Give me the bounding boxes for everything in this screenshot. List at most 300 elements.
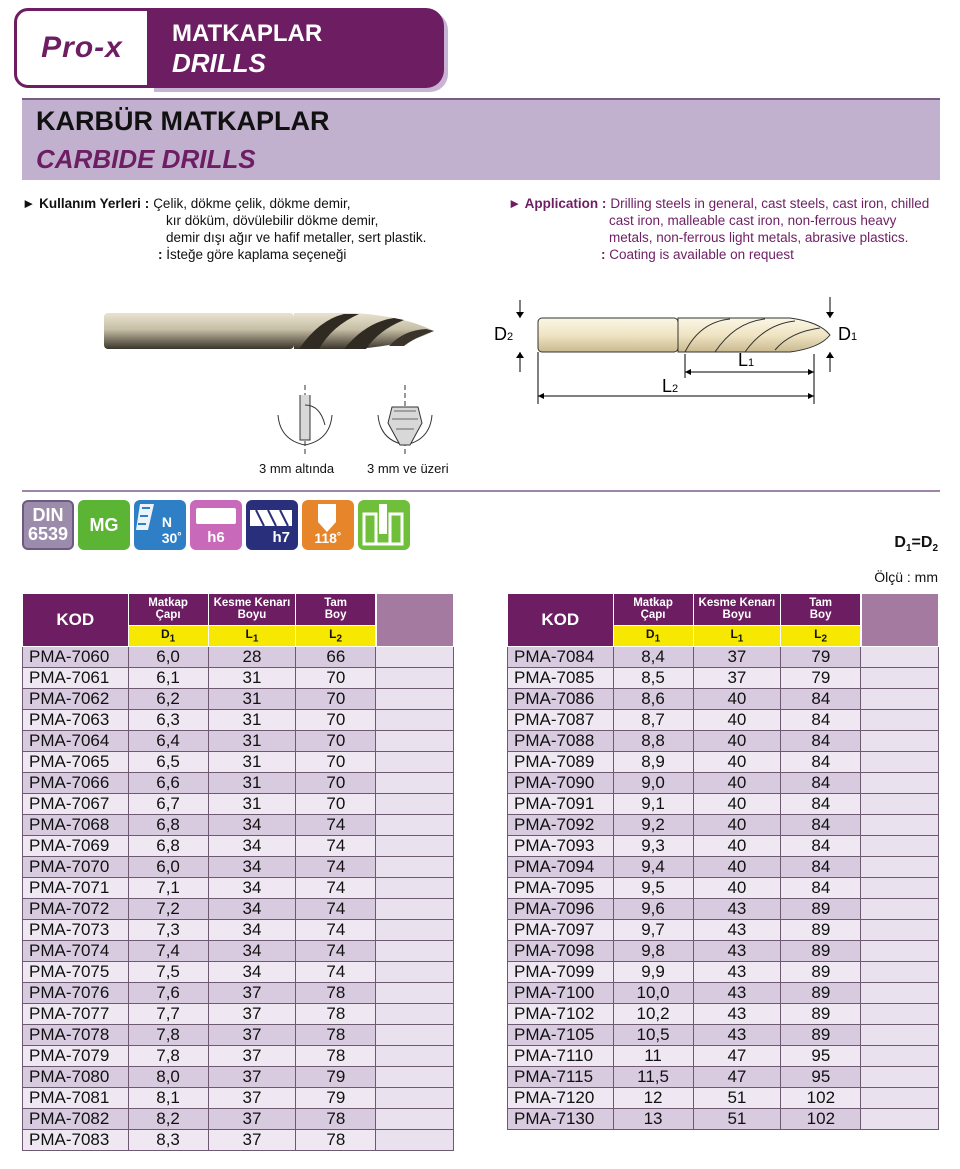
cell-l2: 74 [296, 899, 376, 920]
cell-extra [861, 1025, 939, 1046]
table-row [23, 773, 454, 794]
cell-l1: 43 [693, 920, 781, 941]
cell-l1: 40 [693, 689, 781, 710]
table-row [508, 878, 939, 899]
cell-l1: 34 [208, 836, 296, 857]
table-row [23, 710, 454, 731]
cell-l1: 43 [693, 1025, 781, 1046]
technical-drawing [490, 292, 870, 422]
page-header [14, 8, 444, 88]
cell-code: PMA-7073 [23, 920, 129, 941]
usage-en-line3: metals, non-ferrous light metals, abrasive plastics. [609, 230, 909, 245]
cell-extra [861, 689, 939, 710]
cell-l2: 78 [296, 1025, 376, 1046]
table-row [508, 794, 939, 815]
cell-l2: 95 [781, 1046, 861, 1067]
helix-n-icon: N 30˚ [134, 500, 186, 550]
cell-l1: 37 [208, 1046, 296, 1067]
cell-code: PMA-7061 [23, 668, 129, 689]
h7-tolerance-icon: h7 [246, 500, 298, 550]
cell-code: PMA-7091 [508, 794, 614, 815]
cell-code: PMA-7079 [23, 1046, 129, 1067]
cell-code: PMA-7076 [23, 983, 129, 1004]
cell-code: PMA-7096 [508, 899, 614, 920]
cell-l2: 70 [296, 710, 376, 731]
usage-tr-line4: İsteğe göre kaplama seçeneği [166, 247, 347, 262]
cell-code: PMA-7086 [508, 689, 614, 710]
cell-l1: 34 [208, 815, 296, 836]
cell-extra [376, 1130, 454, 1151]
cell-code: PMA-7085 [508, 668, 614, 689]
cell-l2: 74 [296, 815, 376, 836]
cell-l2: 84 [781, 857, 861, 878]
table-row [23, 1130, 454, 1151]
table-row [508, 815, 939, 836]
header-l2-symbol: $L_2$ [781, 625, 861, 646]
cell-code: PMA-7098 [508, 941, 614, 962]
cell-code: PMA-7080 [23, 1067, 129, 1088]
cell-l1: 47 [693, 1046, 781, 1067]
cell-d1: 11,5 [613, 1067, 693, 1088]
cell-code: PMA-7087 [508, 710, 614, 731]
cell-extra [861, 920, 939, 941]
cell-extra [376, 899, 454, 920]
cell-code: PMA-7062 [23, 689, 129, 710]
cell-code: PMA-7070 [23, 857, 129, 878]
cell-extra [376, 710, 454, 731]
table-row [23, 1025, 454, 1046]
cell-l1: 31 [208, 731, 296, 752]
point-under-3mm-figure [270, 385, 340, 455]
cell-d1: 7,5 [128, 962, 208, 983]
cell-l1: 40 [693, 878, 781, 899]
cell-extra [376, 773, 454, 794]
table-row [23, 899, 454, 920]
point-angle-118-icon: 118˚ [302, 500, 354, 550]
cell-d1: 6,3 [128, 710, 208, 731]
cell-extra [376, 941, 454, 962]
cell-code: PMA-7089 [508, 752, 614, 773]
cell-d1: 9,4 [613, 857, 693, 878]
usage-en-line1: Drilling steels in general, cast steels, cast iron, chilled [610, 196, 930, 211]
cell-code: PMA-7105 [508, 1025, 614, 1046]
cell-l1: 40 [693, 752, 781, 773]
section-title-tr: KARBÜR MATKAPLAR [36, 106, 330, 136]
cell-code: PMA-7060 [23, 647, 129, 668]
cell-l1: 43 [693, 1004, 781, 1025]
header-l1-symbol: $L_1$ [693, 625, 781, 646]
table-row [23, 815, 454, 836]
cell-d1: 8,9 [613, 752, 693, 773]
cell-l1: 43 [693, 899, 781, 920]
cell-d1: 7,7 [128, 1004, 208, 1025]
cell-l2: 78 [296, 1004, 376, 1025]
cell-d1: 7,2 [128, 899, 208, 920]
header-kod: KOD [23, 594, 129, 647]
cell-l2: 84 [781, 815, 861, 836]
cell-l2: 84 [781, 752, 861, 773]
table-row [508, 983, 939, 1004]
cell-d1: 6,6 [128, 773, 208, 794]
usage-en: ► Application : Drilling steels in general, cast steels, cast iron, chilled cast iron, malleable cast iron, non-ferrous heavy metals, non-ferrous light metals, abrasive plastics. : Coating is available on request [508, 195, 948, 263]
table-row [508, 731, 939, 752]
header-d1: Matkap Çapı [128, 594, 208, 626]
header-l2-symbol: $L_2$ [296, 625, 376, 646]
cell-l2: 84 [781, 731, 861, 752]
brand-logo: Pro-x [14, 8, 150, 88]
cell-d1: 8,0 [128, 1067, 208, 1088]
table-row [508, 1109, 939, 1130]
cell-d1: 12 [613, 1088, 693, 1109]
cell-l1: 31 [208, 689, 296, 710]
cell-l2: 70 [296, 731, 376, 752]
usage-tr-line3: demir dışı ağır ve hafif metaller, sert plastik. [166, 230, 427, 245]
d2-label: D2 [494, 324, 514, 344]
table-row [508, 1004, 939, 1025]
cell-code: PMA-7083 [23, 1130, 129, 1151]
cell-code: PMA-7095 [508, 878, 614, 899]
cell-code: PMA-7074 [23, 941, 129, 962]
cell-code: PMA-7088 [508, 731, 614, 752]
cell-l1: 43 [693, 983, 781, 1004]
cell-d1: 7,3 [128, 920, 208, 941]
cell-d1: 9,6 [613, 899, 693, 920]
usage-tr-line2: kır döküm, dövülebilir dökme demir, [166, 213, 379, 228]
cell-extra [861, 773, 939, 794]
table-row [508, 689, 939, 710]
cell-d1: 8,3 [128, 1130, 208, 1151]
cell-l1: 37 [208, 1130, 296, 1151]
section-title-en: CARBIDE DRILLS [36, 144, 256, 174]
cell-code: PMA-7065 [23, 752, 129, 773]
cell-l2: 70 [296, 668, 376, 689]
cell-d1: 9,8 [613, 941, 693, 962]
cell-extra [376, 857, 454, 878]
din-6539-icon: DIN 6539 [22, 500, 74, 550]
cell-code: PMA-7090 [508, 773, 614, 794]
cell-l2: 79 [781, 668, 861, 689]
cell-extra [861, 1067, 939, 1088]
cell-l1: 40 [693, 731, 781, 752]
cell-extra [376, 1088, 454, 1109]
table-row [23, 836, 454, 857]
cell-l1: 34 [208, 920, 296, 941]
cell-extra [376, 1025, 454, 1046]
cell-d1: 7,8 [128, 1046, 208, 1067]
cell-l2: 84 [781, 773, 861, 794]
cell-d1: 9,2 [613, 815, 693, 836]
table-row [23, 647, 454, 668]
usage-en-line4: Coating is available on request [609, 247, 794, 262]
cell-code: PMA-7067 [23, 794, 129, 815]
header-d1-symbol: $D_1$ [613, 625, 693, 646]
table-row [508, 710, 939, 731]
cell-code: PMA-7081 [23, 1088, 129, 1109]
cell-l2: 95 [781, 1067, 861, 1088]
cell-l2: 78 [296, 1109, 376, 1130]
cell-d1: 8,2 [128, 1109, 208, 1130]
table-row [23, 983, 454, 1004]
table-row [508, 962, 939, 983]
cell-l2: 89 [781, 941, 861, 962]
cell-extra [376, 836, 454, 857]
cell-l2: 89 [781, 1025, 861, 1046]
cell-l1: 40 [693, 773, 781, 794]
table-row [508, 899, 939, 920]
table-row [23, 668, 454, 689]
cell-extra [861, 962, 939, 983]
d1-label: D1 [838, 324, 858, 344]
cell-l2: 89 [781, 1004, 861, 1025]
h6-shank-icon: h6 [190, 500, 242, 550]
cell-l1: 43 [693, 941, 781, 962]
cell-l1: 31 [208, 794, 296, 815]
cell-d1: 7,6 [128, 983, 208, 1004]
cell-d1: 6,5 [128, 752, 208, 773]
cell-code: PMA-7094 [508, 857, 614, 878]
header-l1: Kesme Kenarı Boyu [208, 594, 296, 626]
table-row [508, 1025, 939, 1046]
cell-extra [376, 983, 454, 1004]
cell-extra [376, 962, 454, 983]
header-kod: KOD [508, 594, 614, 647]
cell-l1: 37 [693, 668, 781, 689]
cell-extra [861, 647, 939, 668]
cell-l2: 74 [296, 941, 376, 962]
product-table-left [22, 593, 454, 1151]
table-row [508, 941, 939, 962]
cell-l2: 79 [296, 1067, 376, 1088]
cell-d1: 9,9 [613, 962, 693, 983]
table-row [23, 1067, 454, 1088]
cell-code: PMA-7102 [508, 1004, 614, 1025]
cell-extra [376, 1067, 454, 1088]
cell-extra [861, 857, 939, 878]
cell-extra [861, 710, 939, 731]
unit-label: Ölçü : mm [874, 569, 938, 585]
table-row [23, 689, 454, 710]
cell-d1: 9,0 [613, 773, 693, 794]
cell-l1: 34 [208, 962, 296, 983]
cell-d1: 6,0 [128, 647, 208, 668]
cell-l1: 31 [208, 668, 296, 689]
table-row [508, 773, 939, 794]
cell-l1: 37 [208, 1025, 296, 1046]
table-row [23, 857, 454, 878]
table-row [23, 752, 454, 773]
cell-d1: 6,7 [128, 794, 208, 815]
table-row [508, 920, 939, 941]
table-row [23, 731, 454, 752]
cell-d1: 6,0 [128, 857, 208, 878]
cell-l2: 78 [296, 1130, 376, 1151]
table-row [508, 668, 939, 689]
cell-l2: 70 [296, 794, 376, 815]
cell-l1: 47 [693, 1067, 781, 1088]
cell-extra [861, 731, 939, 752]
usage-tr-line1: Çelik, dökme çelik, dökme demir, [153, 196, 351, 211]
cell-l2: 84 [781, 710, 861, 731]
cell-d1: 9,3 [613, 836, 693, 857]
cell-extra [861, 1088, 939, 1109]
cell-code: PMA-7069 [23, 836, 129, 857]
cell-code: PMA-7130 [508, 1109, 614, 1130]
cell-d1: 10,0 [613, 983, 693, 1004]
cell-l2: 74 [296, 878, 376, 899]
usage-en-label: Application [524, 196, 599, 211]
cell-d1: 6,8 [128, 815, 208, 836]
cell-code: PMA-7097 [508, 920, 614, 941]
table-row [23, 1004, 454, 1025]
cell-l2: 74 [296, 920, 376, 941]
cell-l2: 78 [296, 983, 376, 1004]
cell-code: PMA-7063 [23, 710, 129, 731]
cell-l1: 37 [208, 983, 296, 1004]
cell-d1: 7,8 [128, 1025, 208, 1046]
cell-extra [861, 983, 939, 1004]
cell-extra [861, 668, 939, 689]
cell-extra [376, 1004, 454, 1025]
cell-l2: 79 [781, 647, 861, 668]
divider [22, 490, 940, 492]
cell-extra [861, 899, 939, 920]
cell-l1: 31 [208, 773, 296, 794]
cell-code: PMA-7071 [23, 878, 129, 899]
cell-l2: 74 [296, 836, 376, 857]
cell-l1: 37 [208, 1088, 296, 1109]
cell-d1: 7,4 [128, 941, 208, 962]
table-row [508, 752, 939, 773]
cell-extra [376, 1046, 454, 1067]
cell-code: PMA-7068 [23, 815, 129, 836]
cell-d1: 6,8 [128, 836, 208, 857]
cell-l2: 102 [781, 1109, 861, 1130]
cell-d1: 13 [613, 1109, 693, 1130]
cell-l2: 70 [296, 689, 376, 710]
cell-extra [376, 920, 454, 941]
cell-l2: 89 [781, 962, 861, 983]
table-row [23, 1109, 454, 1130]
table-row [508, 836, 939, 857]
cell-l2: 89 [781, 920, 861, 941]
cell-l2: 102 [781, 1088, 861, 1109]
cell-code: PMA-7110 [508, 1046, 614, 1067]
cell-l1: 40 [693, 857, 781, 878]
header-l1: Kesme Kenarı Boyu [693, 594, 781, 626]
cell-extra [376, 815, 454, 836]
cell-extra [376, 752, 454, 773]
mg-icon: MG [78, 500, 130, 550]
cell-code: PMA-7092 [508, 815, 614, 836]
cell-l2: 70 [296, 752, 376, 773]
cell-l2: 84 [781, 794, 861, 815]
cell-extra [861, 794, 939, 815]
header-extra [861, 594, 939, 647]
usage-tr-label: Kullanım Yerleri [39, 196, 141, 211]
table-row [23, 1088, 454, 1109]
cell-l1: 34 [208, 878, 296, 899]
header-l1-symbol: $L_1$ [208, 625, 296, 646]
cell-extra [861, 878, 939, 899]
table-row [508, 1067, 939, 1088]
cell-code: PMA-7064 [23, 731, 129, 752]
l2-label: L2 [662, 376, 679, 396]
cell-d1: 7,1 [128, 878, 208, 899]
cell-l2: 84 [781, 878, 861, 899]
cell-l1: 34 [208, 941, 296, 962]
cell-extra [376, 731, 454, 752]
cell-l2: 74 [296, 857, 376, 878]
usage-tr: ► Kullanım Yerleri : Çelik, dökme çelik, dökme demir, kır döküm, dövülebilir dökme demir, demir dışı ağır ve hafif metaller, sert plastik. : İsteğe göre kaplama seçeneği [22, 195, 492, 263]
through-hole-icon [358, 500, 410, 550]
d1-equals-d2: $D_1=D_2$ [894, 534, 938, 555]
cell-d1: 9,7 [613, 920, 693, 941]
cell-code: PMA-7120 [508, 1088, 614, 1109]
cell-l1: 37 [208, 1067, 296, 1088]
cell-d1: 6,4 [128, 731, 208, 752]
table-row [23, 920, 454, 941]
usage-en-line2: cast iron, malleable cast iron, non-ferrous heavy [609, 213, 897, 228]
table-row [508, 857, 939, 878]
cell-l2: 66 [296, 647, 376, 668]
caption-over-3mm: 3 mm ve üzeri [367, 461, 449, 476]
header-l2: Tam Boy [296, 594, 376, 626]
cell-d1: 9,5 [613, 878, 693, 899]
cell-d1: 8,8 [613, 731, 693, 752]
l1-label: L1 [738, 350, 755, 370]
cell-code: PMA-7082 [23, 1109, 129, 1130]
spec-icons [22, 500, 410, 550]
header-title-box [150, 8, 444, 88]
cell-d1: 6,2 [128, 689, 208, 710]
cell-d1: 10,5 [613, 1025, 693, 1046]
cell-extra [376, 647, 454, 668]
cell-l1: 43 [693, 962, 781, 983]
cell-d1: 9,1 [613, 794, 693, 815]
cell-extra [376, 1109, 454, 1130]
cell-extra [376, 689, 454, 710]
header-l2: Tam Boy [781, 594, 861, 626]
cell-extra [861, 1004, 939, 1025]
point-over-3mm-figure [370, 385, 440, 455]
cell-l2: 79 [296, 1088, 376, 1109]
cell-code: PMA-7093 [508, 836, 614, 857]
cell-d1: 8,1 [128, 1088, 208, 1109]
cell-d1: 10,2 [613, 1004, 693, 1025]
header-extra [376, 594, 454, 647]
cell-l1: 51 [693, 1109, 781, 1130]
cell-l2: 70 [296, 773, 376, 794]
header-d1-symbol: $D_1$ [128, 625, 208, 646]
cell-d1: 11 [613, 1046, 693, 1067]
cell-l1: 31 [208, 752, 296, 773]
header-title-tr: MATKAPLAR [172, 20, 323, 47]
cell-code: PMA-7084 [508, 647, 614, 668]
cell-l1: 40 [693, 836, 781, 857]
cell-l1: 40 [693, 815, 781, 836]
table-row [508, 1046, 939, 1067]
table-row [23, 941, 454, 962]
cell-code: PMA-7066 [23, 773, 129, 794]
cell-code: PMA-7099 [508, 962, 614, 983]
table-row [508, 647, 939, 668]
cell-l1: 37 [208, 1109, 296, 1130]
cell-extra [376, 878, 454, 899]
cell-l1: 37 [693, 647, 781, 668]
cell-extra [376, 794, 454, 815]
section-band [22, 98, 940, 180]
cell-l1: 28 [208, 647, 296, 668]
